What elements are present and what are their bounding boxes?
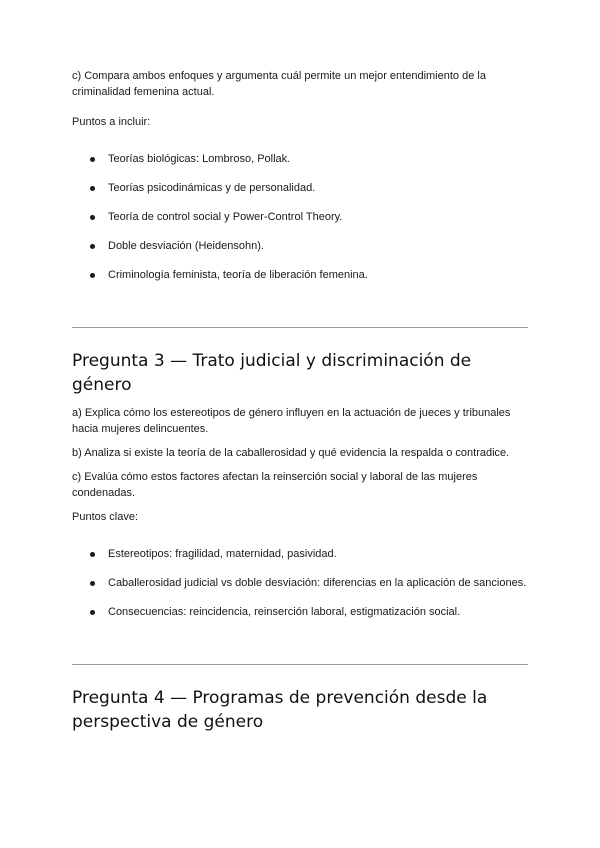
list-intro: Puntos a incluir: bbox=[72, 116, 151, 128]
paragraph-c: c) Evalúa cómo estos factores afectan la reinserción social y laboral de las mujeres condenadas. bbox=[72, 471, 478, 499]
bullet-icon bbox=[90, 610, 95, 615]
list-item: Caballerosidad judicial vs doble desviación: diferencias en la aplicación de sanciones. bbox=[72, 576, 528, 591]
question-4-heading: Pregunta 4 — Programas de prevención desde la perspectiva de género bbox=[72, 688, 488, 732]
bullet-icon bbox=[90, 552, 95, 557]
list-item: Teoría de control social y Power-Control Theory. bbox=[72, 210, 528, 225]
list-item: Estereotipos: fragilidad, maternidad, pasividad. bbox=[72, 547, 528, 562]
bullet-icon bbox=[90, 215, 95, 220]
list-item: Teorías psicodinámicas y de personalidad. bbox=[72, 181, 528, 196]
paragraph-c: c) Compara ambos enfoques y argumenta cuál permite un mejor entendimiento de la criminalidad femenina actual. bbox=[72, 70, 486, 98]
bullet-list bbox=[72, 547, 528, 620]
list-item: Teorías biológicas: Lombroso, Pollak. bbox=[72, 152, 528, 167]
list-item: Doble desviación (Heidensohn). bbox=[72, 239, 528, 254]
list-item: Criminología feminista, teoría de liberación femenina. bbox=[72, 268, 528, 283]
bullet-icon bbox=[90, 244, 95, 249]
bullet-icon bbox=[90, 186, 95, 191]
bullet-icon bbox=[90, 157, 95, 162]
paragraph-b: b) Analiza si existe la teoría de la caballerosidad y qué evidencia la respalda o contradice. bbox=[72, 447, 510, 459]
bullet-icon bbox=[90, 581, 95, 586]
list-intro: Puntos clave: bbox=[72, 511, 139, 523]
list-item: Consecuencias: reincidencia, reinserción laboral, estigmatización social. bbox=[72, 605, 528, 620]
paragraph-a: a) Explica cómo los estereotipos de género influyen en la actuación de jueces y tribunales hacia mujeres delincuentes. bbox=[72, 407, 511, 435]
document-page bbox=[72, 68, 528, 734]
question-3-heading: Pregunta 3 — Trato judicial y discriminación de género bbox=[72, 351, 472, 395]
bullet-list bbox=[72, 152, 528, 283]
bullet-icon bbox=[90, 273, 95, 278]
